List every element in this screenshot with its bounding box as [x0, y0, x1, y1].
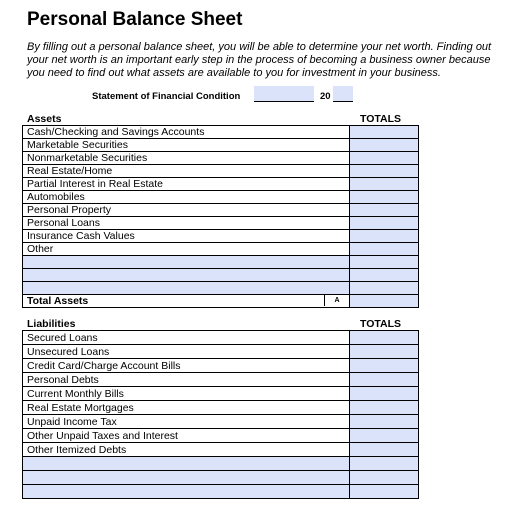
assets-item-label: Nonmarketable Securities — [23, 152, 350, 165]
liabilities-item-label: Current Monthly Bills — [23, 387, 350, 401]
liabilities-row — [23, 345, 419, 359]
assets-row — [23, 256, 419, 269]
liabilities-item-label: Personal Debts — [23, 373, 350, 387]
liabilities-row — [23, 387, 419, 401]
liabilities-row — [23, 373, 419, 387]
assets-row — [23, 165, 419, 178]
liabilities-row — [23, 457, 419, 471]
liabilities-item-value-field[interactable] — [350, 443, 419, 457]
assets-row — [23, 217, 419, 230]
intro-paragraph: By filling out a personal balance sheet, you will be able to determine your net worth. Finding out your net worth is an important early step in the process of becoming a business owner because you need to find out what assets are available to you for investment in your business. — [27, 41, 492, 79]
liabilities-item-label: Other Unpaid Taxes and Interest — [23, 429, 350, 443]
liabilities-row — [23, 485, 419, 499]
liabilities-item-value-field[interactable] — [350, 471, 419, 485]
liabilities-row — [23, 443, 419, 457]
liabilities-heading: Liabilities — [27, 318, 76, 330]
statement-year-field[interactable] — [333, 86, 353, 102]
total-assets-label — [23, 295, 350, 308]
liabilities-item-label: Unsecured Loans — [23, 345, 350, 359]
assets-row — [23, 126, 419, 139]
assets-item-value-field[interactable] — [350, 139, 419, 152]
assets-item-label: Real Estate/Home — [23, 165, 350, 178]
liabilities-item-label: Real Estate Mortgages — [23, 401, 350, 415]
assets-item-value-field[interactable] — [350, 217, 419, 230]
assets-item-label[interactable] — [23, 282, 350, 295]
assets-row — [23, 152, 419, 165]
assets-row — [23, 243, 419, 256]
assets-item-value-field[interactable] — [350, 282, 419, 295]
liabilities-table — [22, 330, 419, 499]
assets-item-label[interactable] — [23, 269, 350, 282]
liabilities-item-value-field[interactable] — [350, 457, 419, 471]
liabilities-row — [23, 415, 419, 429]
liabilities-item-value-field[interactable] — [350, 387, 419, 401]
liabilities-row — [23, 471, 419, 485]
assets-row — [23, 230, 419, 243]
assets-table — [22, 125, 419, 308]
assets-item-label: Cash/Checking and Savings Accounts — [23, 126, 350, 139]
assets-item-value-field[interactable] — [350, 243, 419, 256]
statement-date-field[interactable] — [254, 86, 314, 102]
total-assets-row — [23, 295, 419, 308]
liabilities-item-label: Other Itemized Debts — [23, 443, 350, 457]
liabilities-item-value-field[interactable] — [350, 345, 419, 359]
assets-item-label: Automobiles — [23, 191, 350, 204]
assets-item-value-field[interactable] — [350, 269, 419, 282]
assets-item-value-field[interactable] — [350, 256, 419, 269]
assets-item-value-field[interactable] — [350, 126, 419, 139]
liabilities-item-label: Unpaid Income Tax — [23, 415, 350, 429]
liabilities-totals-heading: TOTALS — [360, 318, 402, 330]
liabilities-item-label[interactable] — [23, 471, 350, 485]
assets-item-label: Personal Property — [23, 204, 350, 217]
assets-row — [23, 282, 419, 295]
total-assets-text: Total Assets — [27, 295, 89, 307]
assets-row — [23, 269, 419, 282]
year-prefix: 20 — [320, 91, 331, 102]
assets-item-label: Partial Interest in Real Estate — [23, 178, 350, 191]
assets-item-value-field[interactable] — [350, 152, 419, 165]
assets-item-value-field[interactable] — [350, 230, 419, 243]
liabilities-item-label: Credit Card/Charge Account Bills — [23, 359, 350, 373]
liabilities-item-label[interactable] — [23, 457, 350, 471]
assets-totals-heading: TOTALS — [360, 113, 402, 125]
assets-item-value-field[interactable] — [350, 178, 419, 191]
liabilities-row — [23, 401, 419, 415]
liabilities-row — [23, 331, 419, 345]
assets-row — [23, 139, 419, 152]
assets-item-value-field[interactable] — [350, 191, 419, 204]
assets-row — [23, 191, 419, 204]
liabilities-item-label: Secured Loans — [23, 331, 350, 345]
page-title: Personal Balance Sheet — [27, 9, 243, 30]
page-cutoff — [0, 505, 507, 513]
assets-item-label[interactable] — [23, 256, 350, 269]
liabilities-row — [23, 359, 419, 373]
liabilities-item-value-field[interactable] — [350, 401, 419, 415]
liabilities-item-label[interactable] — [23, 485, 350, 499]
liabilities-row — [23, 429, 419, 443]
assets-item-value-field[interactable] — [350, 204, 419, 217]
assets-item-label: Marketable Securities — [23, 139, 350, 152]
statement-label: Statement of Financial Condition — [92, 91, 241, 102]
assets-item-value-field[interactable] — [350, 165, 419, 178]
liabilities-item-value-field[interactable] — [350, 429, 419, 443]
assets-row — [23, 204, 419, 217]
total-assets-field[interactable] — [350, 295, 419, 308]
assets-item-label: Insurance Cash Values — [23, 230, 350, 243]
assets-row — [23, 178, 419, 191]
assets-item-label: Personal Loans — [23, 217, 350, 230]
assets-item-label: Other — [23, 243, 350, 256]
liabilities-item-value-field[interactable] — [350, 373, 419, 387]
liabilities-item-value-field[interactable] — [350, 359, 419, 373]
liabilities-item-value-field[interactable] — [350, 331, 419, 345]
total-assets-marker: A — [324, 295, 349, 306]
assets-heading: Assets — [27, 113, 62, 125]
liabilities-item-value-field[interactable] — [350, 415, 419, 429]
liabilities-item-value-field[interactable] — [350, 485, 419, 499]
